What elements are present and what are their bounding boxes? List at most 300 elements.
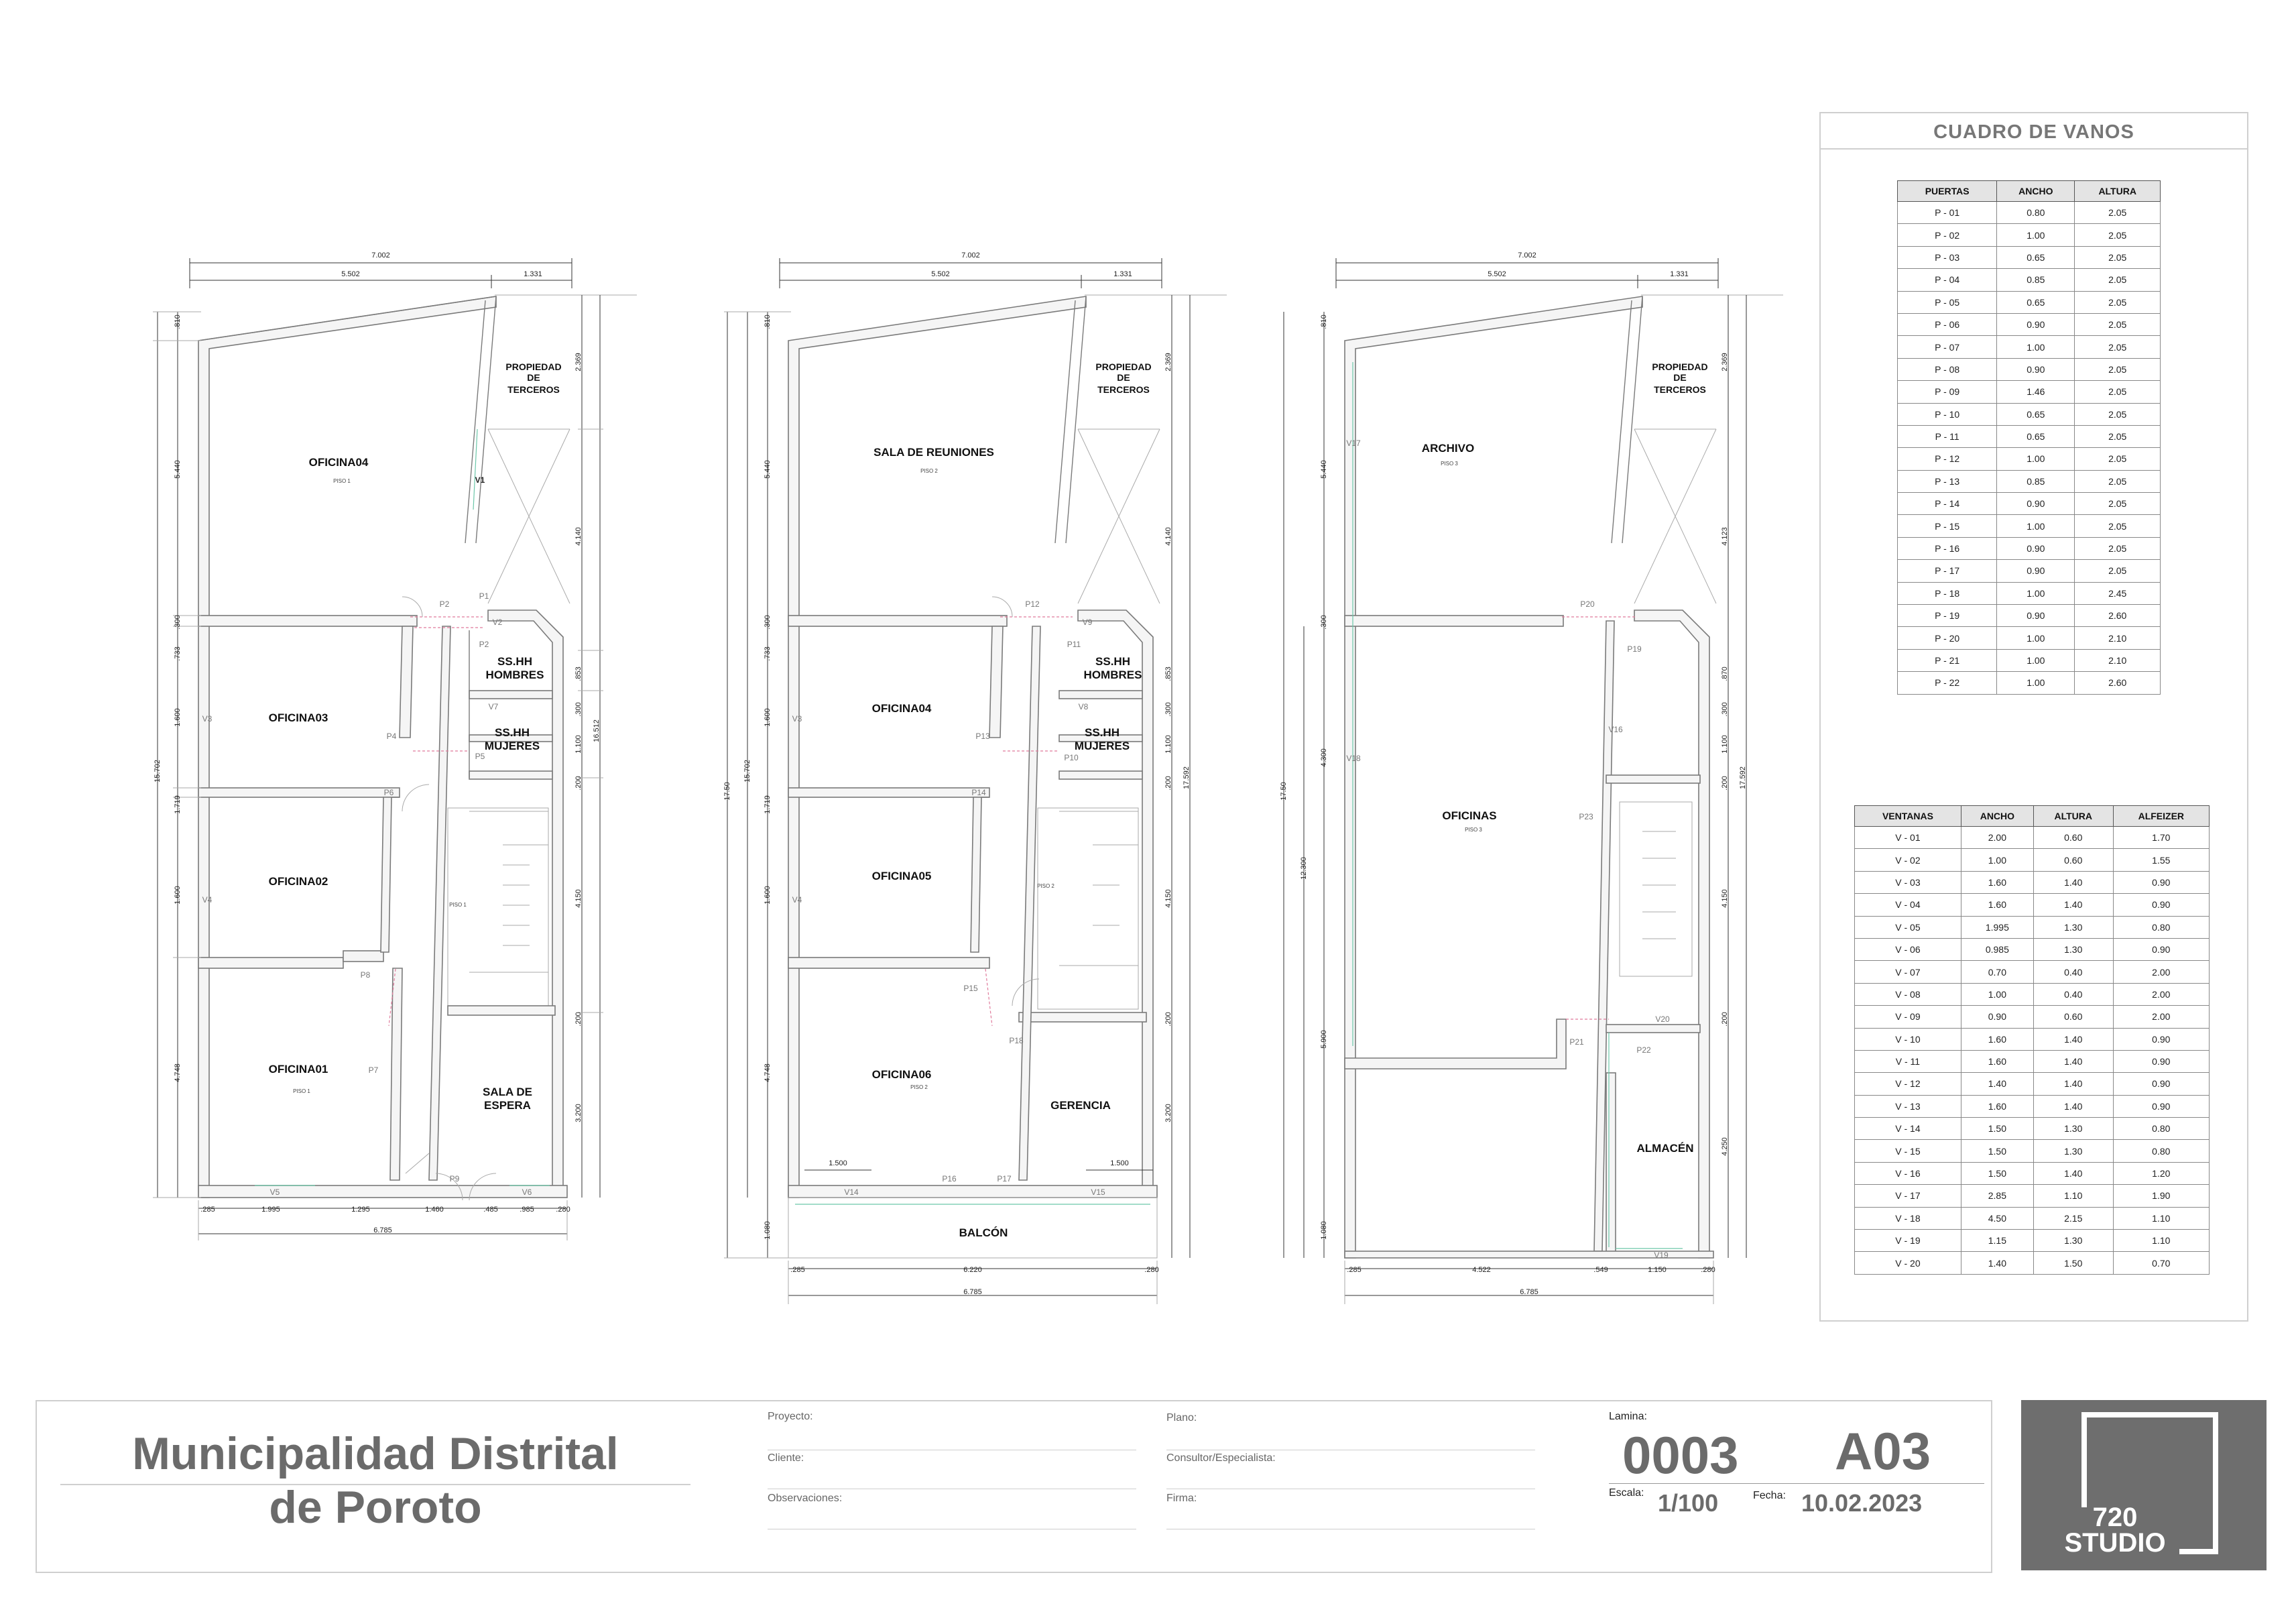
opening-tag: P10 bbox=[1064, 753, 1079, 762]
table-cell: V - 07 bbox=[1855, 961, 1961, 983]
table-cell: V - 11 bbox=[1855, 1050, 1961, 1072]
plano-label: Plano: bbox=[1166, 1412, 1197, 1424]
table-cell: 2.05 bbox=[2075, 246, 2161, 268]
fecha-label: Fecha: bbox=[1753, 1490, 1786, 1501]
table-cell: 0.60 bbox=[2033, 827, 2113, 849]
dim-bot-b: 6.220 bbox=[963, 1266, 982, 1274]
dim-right-4: .300 bbox=[575, 702, 583, 717]
table-cell: 1.00 bbox=[1997, 582, 2075, 604]
table-cell: 2.05 bbox=[2075, 403, 2161, 425]
table-cell: 1.00 bbox=[1961, 849, 2033, 871]
room-label: OFICINAS bbox=[1442, 809, 1497, 822]
dim-bot-a: .285 bbox=[200, 1206, 215, 1214]
table-cell: 1.30 bbox=[2033, 1118, 2113, 1140]
dim-bot-a: .285 bbox=[790, 1266, 805, 1274]
table-cell: V - 19 bbox=[1855, 1230, 1961, 1252]
dim-left-5: 5.900 bbox=[1320, 1030, 1328, 1049]
fecha-value: 10.02.2023 bbox=[1801, 1489, 1923, 1517]
table-cell: 1.50 bbox=[1961, 1140, 2033, 1162]
dim-right-2: 4.140 bbox=[1164, 527, 1172, 546]
table-cell: V - 01 bbox=[1855, 827, 1961, 849]
dim-right-4: .300 bbox=[1164, 702, 1172, 717]
cliente-label: Cliente: bbox=[768, 1452, 804, 1464]
dim-top-b: 1.331 bbox=[1670, 270, 1689, 278]
room-label: OFICINA05 bbox=[871, 870, 932, 882]
opening-tag: P21 bbox=[1569, 1037, 1584, 1047]
observaciones-label: Observaciones: bbox=[768, 1493, 843, 1504]
table-cell: V - 06 bbox=[1855, 938, 1961, 960]
level-tag: PISO 1 bbox=[333, 478, 351, 484]
room-label: PROPIEDAD bbox=[505, 361, 562, 372]
room-label: TERCEROS bbox=[507, 384, 560, 395]
dim-bot-total: 6.785 bbox=[1520, 1288, 1538, 1296]
table-cell: 2.05 bbox=[2075, 224, 2161, 246]
window-row bbox=[1855, 827, 2210, 849]
dim-right-7: 4.150 bbox=[1721, 889, 1729, 908]
table-cell: P - 16 bbox=[1898, 537, 1997, 559]
dim-right-4: .300 bbox=[1721, 702, 1729, 717]
windows-body bbox=[1855, 827, 2210, 1275]
table-cell: 2.05 bbox=[2075, 381, 2161, 403]
dim-top-total: 7.002 bbox=[371, 251, 390, 259]
table-cell: 1.00 bbox=[1997, 515, 2075, 537]
table-cell: P - 22 bbox=[1898, 672, 1997, 694]
dim-left-5: 1.600 bbox=[174, 708, 182, 727]
table-cell: 1.40 bbox=[2033, 871, 2113, 893]
table-cell: 0.90 bbox=[2113, 1073, 2209, 1095]
door-row bbox=[1898, 246, 2161, 268]
table-cell: V - 10 bbox=[1855, 1028, 1961, 1050]
opening-tag: P9 bbox=[449, 1174, 460, 1183]
dim-bot-c: 1.295 bbox=[351, 1206, 370, 1214]
room-label: GERENCIA bbox=[1050, 1099, 1111, 1112]
opening-tag: V19 bbox=[1654, 1251, 1669, 1260]
table-cell: 0.90 bbox=[1997, 358, 2075, 380]
dim-right-total: 17.592 bbox=[1183, 766, 1191, 789]
table-cell: 2.05 bbox=[2075, 202, 2161, 224]
table-cell: 1.00 bbox=[1997, 649, 2075, 671]
dim-left-total2: 17.50 bbox=[723, 782, 731, 801]
doors-table bbox=[1897, 180, 2161, 695]
dim-left-3: .300 bbox=[1320, 615, 1328, 630]
door-row bbox=[1898, 381, 2161, 403]
table-cell: V - 02 bbox=[1855, 849, 1961, 871]
door-row bbox=[1898, 582, 2161, 604]
room-label: BALCÓN bbox=[959, 1226, 1008, 1239]
table-cell: 1.00 bbox=[1997, 336, 2075, 358]
project-name-line-1: Municipalidad Distrital bbox=[132, 1428, 619, 1479]
room-label: SALA DE REUNIONES bbox=[873, 446, 994, 459]
table-cell: 1.40 bbox=[1961, 1073, 2033, 1095]
table-cell: 0.65 bbox=[1997, 291, 2075, 313]
table-cell: P - 04 bbox=[1898, 269, 1997, 291]
dim-right-5: 1.100 bbox=[575, 735, 583, 754]
table-cell: 0.90 bbox=[2113, 1095, 2209, 1117]
table-cell: 1.60 bbox=[1961, 894, 2033, 916]
window-row bbox=[1855, 1118, 2210, 1140]
level-tag: PISO 2 bbox=[920, 468, 938, 474]
room-label: HOMBRES bbox=[1083, 669, 1142, 681]
room-label: SALA DE bbox=[483, 1086, 532, 1098]
table-cell: V - 17 bbox=[1855, 1185, 1961, 1207]
dim-left-total: 17.50 bbox=[1280, 782, 1288, 801]
logo-text-2: STUDIO bbox=[2064, 1528, 2166, 1558]
room-label: DE bbox=[1117, 372, 1130, 383]
dim-left-2: 5.440 bbox=[174, 460, 182, 479]
opening-tag: P18 bbox=[1009, 1036, 1024, 1045]
opening-tag: P2 bbox=[439, 599, 450, 609]
table-cell: 1.60 bbox=[1961, 1095, 2033, 1117]
table-cell: V - 04 bbox=[1855, 894, 1961, 916]
dim-left-mid: 12.300 bbox=[1300, 857, 1308, 880]
table-cell: P - 11 bbox=[1898, 425, 1997, 447]
openings-schedule-title: CUADRO DE VANOS bbox=[1821, 113, 2247, 150]
dim-right-5: 1.100 bbox=[1721, 735, 1729, 754]
dim-right-7: 4.150 bbox=[575, 889, 583, 908]
table-cell: P - 03 bbox=[1898, 246, 1997, 268]
opening-tag: P16 bbox=[942, 1174, 957, 1183]
table-cell: 2.10 bbox=[2075, 649, 2161, 671]
room-label: MUJERES bbox=[1074, 740, 1130, 752]
floor-plan-2 bbox=[723, 251, 1227, 1304]
table-cell: V - 14 bbox=[1855, 1118, 1961, 1140]
table-cell: 2.05 bbox=[2075, 537, 2161, 559]
door-row bbox=[1898, 672, 2161, 694]
table-cell: 0.70 bbox=[1961, 961, 2033, 983]
column-header: ANCHO bbox=[1961, 806, 2033, 827]
table-cell: 4.50 bbox=[1961, 1207, 2033, 1229]
room-label: OFICINA04 bbox=[308, 456, 369, 469]
window-row bbox=[1855, 916, 2210, 938]
opening-tag: P15 bbox=[963, 984, 978, 993]
opening-tag: V4 bbox=[202, 895, 213, 905]
table-cell: 1.60 bbox=[1961, 871, 2033, 893]
table-cell: 2.05 bbox=[2075, 313, 2161, 335]
table-cell: 1.995 bbox=[1961, 916, 2033, 938]
dim-right-6: .200 bbox=[1721, 776, 1729, 791]
room-label: PROPIEDAD bbox=[1095, 361, 1152, 372]
opening-tag: P17 bbox=[997, 1174, 1012, 1183]
dim-bot-d: 1.150 bbox=[1648, 1266, 1667, 1274]
escala-value: 1/100 bbox=[1658, 1489, 1719, 1517]
table-cell: 2.05 bbox=[2075, 425, 2161, 447]
dim-bot-d: 1.460 bbox=[425, 1206, 444, 1214]
room-label: DE bbox=[527, 372, 540, 383]
sheet-divider bbox=[1609, 1483, 1984, 1484]
dim-left-6: 1.719 bbox=[174, 795, 182, 814]
door-row bbox=[1898, 269, 2161, 291]
openings-schedule-panel bbox=[1819, 112, 2248, 1322]
dim-left-total: 15.702 bbox=[743, 760, 751, 782]
opening-tag: V17 bbox=[1346, 439, 1361, 448]
table-cell: 1.15 bbox=[1961, 1230, 2033, 1252]
door-row bbox=[1898, 336, 2161, 358]
table-cell: V - 08 bbox=[1855, 983, 1961, 1005]
dim-balcony-b: 1.500 bbox=[1110, 1159, 1129, 1167]
opening-tag: P1 bbox=[479, 591, 489, 601]
dim-bot-e: .280 bbox=[1701, 1266, 1715, 1274]
dim-left-8: 4.748 bbox=[174, 1063, 182, 1082]
opening-tag: V3 bbox=[792, 714, 802, 723]
opening-tag: V18 bbox=[1346, 754, 1361, 763]
level-tag: PISO 1 bbox=[293, 1088, 310, 1094]
table-cell: 1.00 bbox=[1997, 224, 2075, 246]
table-cell: 0.90 bbox=[2113, 1028, 2209, 1050]
dim-top-total: 7.002 bbox=[961, 251, 980, 259]
dim-right-9: 3.200 bbox=[575, 1104, 583, 1122]
table-cell: 0.60 bbox=[2033, 1006, 2113, 1028]
table-cell: 1.30 bbox=[2033, 916, 2113, 938]
doors-body bbox=[1898, 202, 2161, 695]
table-cell: 1.00 bbox=[1997, 627, 2075, 649]
level-tag: PISO 3 bbox=[1441, 461, 1458, 467]
door-row bbox=[1898, 537, 2161, 559]
table-cell: 2.05 bbox=[2075, 269, 2161, 291]
table-cell: V - 20 bbox=[1855, 1252, 1961, 1274]
column-header: ALTURA bbox=[2075, 181, 2161, 202]
dim-right-5: 1.100 bbox=[1164, 735, 1172, 754]
windows-header-row bbox=[1855, 806, 2210, 827]
table-cell: 1.50 bbox=[1961, 1118, 2033, 1140]
door-row bbox=[1898, 448, 2161, 470]
dim-left-8: 4.748 bbox=[764, 1063, 772, 1082]
table-cell: 0.90 bbox=[1997, 493, 2075, 515]
table-cell: 2.60 bbox=[2075, 605, 2161, 627]
window-row bbox=[1855, 1050, 2210, 1072]
dim-right-3: .853 bbox=[575, 666, 583, 681]
project-name bbox=[64, 1427, 687, 1534]
dim-left-4: 4.300 bbox=[1320, 748, 1328, 767]
table-cell: 1.90 bbox=[2113, 1185, 2209, 1207]
table-cell: 0.40 bbox=[2033, 961, 2113, 983]
table-cell: 0.90 bbox=[1997, 313, 2075, 335]
title-block bbox=[36, 1400, 1992, 1573]
table-cell: 1.30 bbox=[2033, 938, 2113, 960]
table-cell: V - 18 bbox=[1855, 1207, 1961, 1229]
door-row bbox=[1898, 403, 2161, 425]
opening-tag: P6 bbox=[383, 788, 394, 797]
dim-top-a: 5.502 bbox=[1488, 270, 1506, 278]
lamina-label: Lamina: bbox=[1609, 1411, 1647, 1422]
dim-right-1: 2.369 bbox=[1721, 353, 1729, 371]
table-cell: 0.90 bbox=[2113, 938, 2209, 960]
opening-tag: P13 bbox=[975, 732, 990, 741]
table-cell: 1.00 bbox=[1961, 983, 2033, 1005]
table-cell: 0.65 bbox=[1997, 246, 2075, 268]
dim-left-7: 1.600 bbox=[174, 886, 182, 905]
table-cell: 1.60 bbox=[1961, 1028, 2033, 1050]
dim-left-1: .810 bbox=[174, 314, 182, 329]
opening-tag: V14 bbox=[844, 1187, 859, 1197]
table-cell: 2.15 bbox=[2033, 1207, 2113, 1229]
room-label: SS.HH bbox=[1085, 726, 1120, 739]
table-cell: 1.40 bbox=[2033, 1162, 2113, 1184]
table-cell: 0.985 bbox=[1961, 938, 2033, 960]
window-row bbox=[1855, 1252, 2210, 1274]
room-label: OFICINA02 bbox=[268, 875, 328, 888]
opening-tag: P5 bbox=[475, 752, 485, 761]
table-cell: 1.70 bbox=[2113, 827, 2209, 849]
sheet-code: A03 bbox=[1835, 1422, 1931, 1481]
dim-bot-c: .549 bbox=[1593, 1266, 1608, 1274]
column-header: ANCHO bbox=[1997, 181, 2075, 202]
dim-right-9: 3.200 bbox=[1164, 1104, 1172, 1122]
level-tag: PISO 1 bbox=[449, 902, 467, 908]
window-row bbox=[1855, 983, 2210, 1005]
table-cell: P - 09 bbox=[1898, 381, 1997, 403]
dim-left-1: .810 bbox=[1320, 314, 1328, 329]
table-cell: 0.90 bbox=[1997, 605, 2075, 627]
table-cell: 2.10 bbox=[2075, 627, 2161, 649]
table-cell: P - 21 bbox=[1898, 649, 1997, 671]
dim-bot-b: 1.995 bbox=[261, 1206, 280, 1214]
table-cell: 0.85 bbox=[1997, 470, 2075, 492]
dim-top-a: 5.502 bbox=[341, 270, 360, 278]
room-label: PROPIEDAD bbox=[1652, 361, 1708, 372]
table-cell: 2.85 bbox=[1961, 1185, 2033, 1207]
dim-left-3: .300 bbox=[174, 615, 182, 630]
column-header: ALTURA bbox=[2033, 806, 2113, 827]
dim-left-6: 1.080 bbox=[1320, 1221, 1328, 1240]
room-label: TERCEROS bbox=[1097, 384, 1150, 395]
opening-tag: V7 bbox=[488, 702, 499, 711]
table-cell: 2.05 bbox=[2075, 515, 2161, 537]
dim-right-1: 2.369 bbox=[1164, 353, 1172, 371]
table-cell: 1.50 bbox=[1961, 1162, 2033, 1184]
dim-left-5: 1.600 bbox=[764, 708, 772, 727]
window-row bbox=[1855, 849, 2210, 871]
opening-tag: V1 bbox=[475, 475, 485, 485]
level-tag: PISO 2 bbox=[910, 1084, 928, 1090]
dim-right-9: 4.250 bbox=[1721, 1137, 1729, 1156]
table-cell: 0.90 bbox=[1961, 1006, 2033, 1028]
room-label: TERCEROS bbox=[1654, 384, 1706, 395]
table-cell: 0.90 bbox=[2113, 871, 2209, 893]
opening-tag: V8 bbox=[1078, 702, 1089, 711]
table-cell: 1.50 bbox=[2033, 1252, 2113, 1274]
table-cell: 1.30 bbox=[2033, 1230, 2113, 1252]
dim-left-1: .810 bbox=[764, 314, 772, 329]
dim-right-8: .200 bbox=[575, 1012, 583, 1027]
table-cell: P - 15 bbox=[1898, 515, 1997, 537]
opening-tag: P22 bbox=[1636, 1045, 1651, 1055]
level-tag: PISO 2 bbox=[1037, 883, 1054, 889]
opening-tag: P11 bbox=[1067, 640, 1081, 649]
table-cell: V - 16 bbox=[1855, 1162, 1961, 1184]
table-cell: V - 13 bbox=[1855, 1095, 1961, 1117]
opening-tag: V2 bbox=[492, 618, 503, 627]
dim-right-3: .853 bbox=[1164, 666, 1172, 681]
window-row bbox=[1855, 1185, 2210, 1207]
table-cell: V - 12 bbox=[1855, 1073, 1961, 1095]
dim-right-1: 2.369 bbox=[575, 353, 583, 371]
dim-right-2: 4.140 bbox=[575, 527, 583, 546]
opening-tag: P20 bbox=[1580, 599, 1595, 609]
windows-table bbox=[1854, 805, 2210, 1275]
table-cell: P - 07 bbox=[1898, 336, 1997, 358]
door-row bbox=[1898, 224, 2161, 246]
opening-tag: P14 bbox=[971, 788, 986, 797]
table-cell: 2.00 bbox=[1961, 827, 2033, 849]
opening-tag: V9 bbox=[1082, 618, 1093, 627]
dim-top-a: 5.502 bbox=[931, 270, 950, 278]
door-row bbox=[1898, 493, 2161, 515]
table-cell: 0.80 bbox=[2113, 1118, 2209, 1140]
dim-left-3: .300 bbox=[764, 615, 772, 630]
table-cell: 2.05 bbox=[2075, 470, 2161, 492]
table-cell: V - 15 bbox=[1855, 1140, 1961, 1162]
table-cell: 2.05 bbox=[2075, 336, 2161, 358]
level-tag: PISO 3 bbox=[1465, 827, 1482, 833]
table-cell: 2.05 bbox=[2075, 448, 2161, 470]
table-cell: P - 10 bbox=[1898, 403, 1997, 425]
column-header: VENTANAS bbox=[1855, 806, 1961, 827]
table-cell: 0.60 bbox=[2033, 849, 2113, 871]
table-cell: P - 20 bbox=[1898, 627, 1997, 649]
table-cell: 2.00 bbox=[2113, 1006, 2209, 1028]
table-cell: 2.05 bbox=[2075, 358, 2161, 380]
door-row bbox=[1898, 313, 2161, 335]
door-row bbox=[1898, 627, 2161, 649]
table-cell: P - 12 bbox=[1898, 448, 1997, 470]
column-header: PUERTAS bbox=[1898, 181, 1997, 202]
dim-left-7: 1.600 bbox=[764, 886, 772, 905]
door-row bbox=[1898, 291, 2161, 313]
dim-top-b: 1.331 bbox=[524, 270, 542, 278]
table-cell: 0.40 bbox=[2033, 983, 2113, 1005]
room-label: OFICINA01 bbox=[268, 1063, 328, 1076]
window-row bbox=[1855, 1140, 2210, 1162]
table-cell: 2.60 bbox=[2075, 672, 2161, 694]
door-row bbox=[1898, 470, 2161, 492]
room-label: SS.HH bbox=[495, 726, 530, 739]
table-cell: 2.05 bbox=[2075, 493, 2161, 515]
opening-tag: V4 bbox=[792, 895, 802, 905]
window-row bbox=[1855, 894, 2210, 916]
studio-logo bbox=[2021, 1400, 2267, 1570]
table-cell: 0.65 bbox=[1997, 425, 2075, 447]
table-cell: P - 13 bbox=[1898, 470, 1997, 492]
dim-left-4: .733 bbox=[764, 646, 772, 661]
table-cell: 2.05 bbox=[2075, 560, 2161, 582]
doors-header-row bbox=[1898, 181, 2161, 202]
door-row bbox=[1898, 515, 2161, 537]
dim-bot-c: .280 bbox=[1144, 1266, 1159, 1274]
door-row bbox=[1898, 605, 2161, 627]
dim-bot-total: 6.785 bbox=[963, 1288, 982, 1296]
room-label: DE bbox=[1673, 372, 1687, 383]
escala-label: Escala: bbox=[1609, 1487, 1644, 1499]
table-cell: 1.40 bbox=[1961, 1252, 2033, 1274]
room-label: SS.HH bbox=[1095, 655, 1130, 668]
dim-left-9: 1.080 bbox=[764, 1221, 772, 1240]
table-cell: 1.00 bbox=[1997, 448, 2075, 470]
dim-bot-total: 6.785 bbox=[373, 1226, 392, 1234]
dim-right-total: 16.512 bbox=[593, 719, 601, 742]
table-cell: 0.90 bbox=[2113, 894, 2209, 916]
proyecto-label: Proyecto: bbox=[768, 1411, 813, 1422]
window-row bbox=[1855, 1028, 2210, 1050]
table-cell: 1.10 bbox=[2033, 1185, 2113, 1207]
dim-left-4: .733 bbox=[174, 646, 182, 661]
table-cell: 0.80 bbox=[1997, 202, 2075, 224]
consultor-label: Consultor/Especialista: bbox=[1166, 1452, 1276, 1464]
floor-plan-3 bbox=[1280, 251, 1783, 1304]
dim-left-2: 5.440 bbox=[764, 460, 772, 479]
dim-right-2: 4.123 bbox=[1721, 527, 1729, 546]
door-row bbox=[1898, 358, 2161, 380]
project-name-line-2: de Poroto bbox=[269, 1482, 482, 1533]
